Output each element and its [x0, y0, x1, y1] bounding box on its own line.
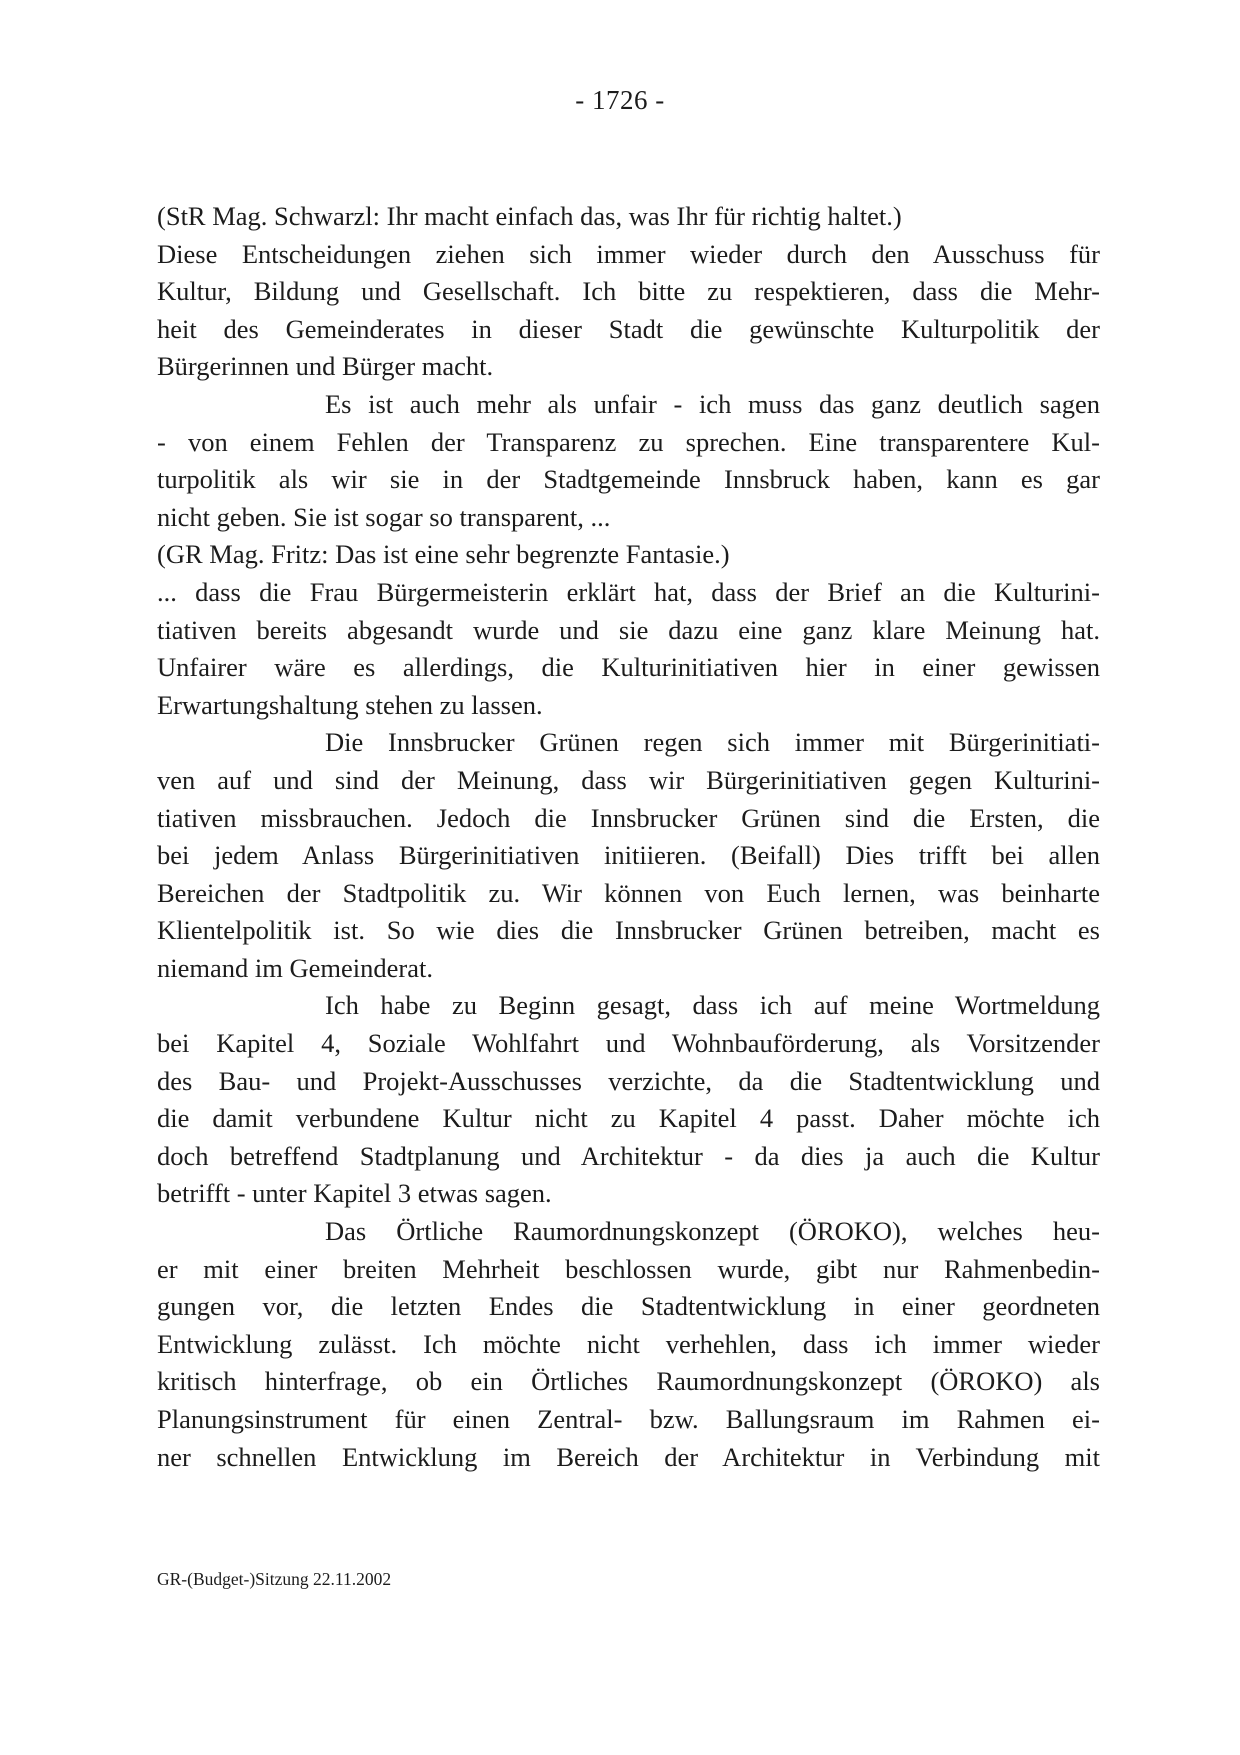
- text-line: gungen vor, die letzten Endes die Stadtentwicklung in einer geordneten: [157, 1291, 1100, 1322]
- text-line: Erwartungshaltung stehen zu lassen.: [157, 689, 543, 720]
- text-line: nicht geben. Sie ist sogar so transparent, ...: [157, 501, 611, 532]
- text-line: er mit einer breiten Mehrheit beschlossen wurde, gibt nur Rahmenbedin-: [157, 1253, 1100, 1284]
- text-line: Entwicklung zulässt. Ich möchte nicht verhehlen, dass ich immer wieder: [157, 1328, 1100, 1359]
- text-line: Die Innsbrucker Grünen regen sich immer mit Bürgerinitiati-: [325, 727, 1100, 758]
- text-line: Es ist auch mehr als unfair - ich muss das ganz deutlich sagen: [325, 388, 1100, 419]
- footer-text: GR-(Budget-)Sitzung 22.11.2002: [157, 1569, 392, 1589]
- text-body: [157, 198, 1100, 1476]
- text-line: (StR Mag. Schwarzl: Ihr macht einfach das, was Ihr für richtig haltet.): [157, 201, 902, 231]
- text-line: turpolitik als wir sie in der Stadtgemeinde Innsbruck haben, kann es gar: [157, 464, 1100, 495]
- text-line: Bürgerinnen und Bürger macht.: [157, 351, 494, 382]
- text-line: ner schnellen Entwicklung im Bereich der Architektur in Verbindung mit: [157, 1441, 1100, 1472]
- text-line: bei Kapitel 4, Soziale Wohlfahrt und Wohnbauförderung, als Vorsitzender: [157, 1028, 1100, 1059]
- text-line: die damit verbundene Kultur nicht zu Kapitel 4 passt. Daher möchte ich: [157, 1103, 1100, 1134]
- text-line: - von einem Fehlen der Transparenz zu sprechen. Eine transparentere Kul-: [157, 426, 1100, 457]
- text-line: ... dass die Frau Bürgermeisterin erklärt hat, dass der Brief an die Kulturini-: [157, 576, 1100, 607]
- text-line: Kultur, Bildung und Gesellschaft. Ich bitte zu respektieren, dass die Mehr-: [157, 276, 1100, 307]
- text-line: betrifft - unter Kapitel 3 etwas sagen.: [157, 1178, 552, 1209]
- text-line: Planungsinstrument für einen Zentral- bzw. Ballungsraum im Rahmen ei-: [157, 1404, 1100, 1434]
- text-line: tiativen missbrauchen. Jedoch die Innsbrucker Grünen sind die Ersten, die: [157, 802, 1100, 833]
- text-line: tiativen bereits abgesandt wurde und sie dazu eine ganz klare Meinung hat.: [157, 614, 1100, 645]
- text-line: Das Örtliche Raumordnungskonzept (ÖROKO), welches heu-: [325, 1216, 1100, 1247]
- text-line: heit des Gemeinderates in dieser Stadt die gewünschte Kulturpolitik der: [157, 313, 1100, 344]
- text-line: (GR Mag. Fritz: Das ist eine sehr begrenzte Fantasie.): [157, 539, 730, 570]
- text-line: Diese Entscheidungen ziehen sich immer wieder durch den Ausschuss für: [157, 238, 1100, 269]
- text-line: Klientelpolitik ist. So wie dies die Innsbrucker Grünen betreiben, macht es: [157, 915, 1100, 946]
- text-line: des Bau- und Projekt-Ausschusses verzichte, da die Stadtentwicklung und: [157, 1065, 1100, 1096]
- text-line: Unfairer wäre es allerdings, die Kulturinitiativen hier in einer gewissen: [157, 652, 1100, 683]
- text-line: ven auf und sind der Meinung, dass wir Bürgerinitiativen gegen Kulturini-: [157, 764, 1100, 795]
- text-line: niemand im Gemeinderat.: [157, 952, 433, 983]
- text-line: Bereichen der Stadtpolitik zu. Wir können von Euch lernen, was beinharte: [157, 877, 1100, 908]
- text-line: bei jedem Anlass Bürgerinitiativen initiieren. (Beifall) Dies trifft bei allen: [157, 840, 1100, 871]
- text-line: Ich habe zu Beginn gesagt, dass ich auf meine Wortmeldung: [325, 990, 1100, 1021]
- text-line: doch betreffend Stadtplanung und Architektur - da dies ja auch die Kultur: [157, 1140, 1100, 1171]
- page-number: - 1726 -: [575, 85, 665, 115]
- text-line: kritisch hinterfrage, ob ein Örtliches Raumordnungskonzept (ÖROKO) als: [157, 1366, 1100, 1397]
